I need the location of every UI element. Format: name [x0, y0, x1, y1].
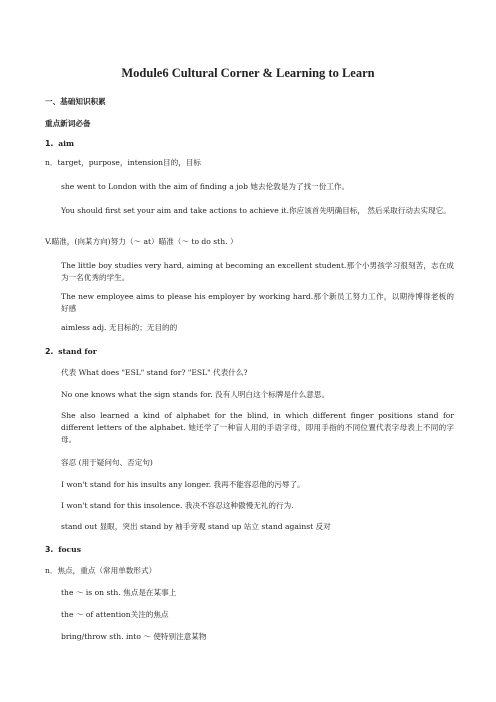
- word-entry-focus: [45, 544, 81, 556]
- word-headword: aim: [58, 139, 75, 148]
- word-headword: stand for: [58, 347, 97, 356]
- word-number: 3.: [45, 545, 54, 554]
- definition-line: n．target，purpose，intension目的，目标: [45, 158, 202, 167]
- section-heading-vocabulary: 重点新词必备: [45, 119, 91, 128]
- word-entry-stand-for: [45, 346, 97, 358]
- phrase-line: the ～ is on sth. 焦点是在某事上: [61, 588, 177, 597]
- word-entry-aim: [45, 138, 74, 150]
- page-title: Module6 Cultural Corner & Learning to Learn: [121, 66, 375, 80]
- definition-line: V.瞄准，(向某方向)努力（～ at）瞄准（～ to do sth. ）: [45, 237, 238, 246]
- example-sentence: I won't stand for his insults any longer. 我再不能容忍他的污辱了。: [61, 480, 305, 489]
- example-sentence: You should first set your aim and take actions to achieve it.你应该首先明确目标， 然后采取行动去实现它。: [61, 206, 451, 215]
- example-sentence: she went to London with the aim of finding a job 她去伦敦是为了找一份工作。: [61, 182, 350, 191]
- example-sentence: I won't stand for this insolence. 我决不容忍这种傲慢无礼的行为.: [61, 501, 294, 510]
- derivative-line: aimless adj. 无目标的；无目的的: [61, 323, 178, 332]
- phrase-list: stand out 显眼，突出 stand by 袖手旁观 stand up 站立 stand against 反对: [61, 522, 331, 531]
- definition-line: n．焦点，重点（常用单数形式）: [45, 566, 157, 575]
- definition-line: 代表 What does "ESL" stand for? "ESL" 代表什么?: [61, 368, 248, 377]
- example-sentence: No one knows what the sign stands for. 没有人明白这个标牌是什么意思。: [61, 390, 330, 399]
- word-number: 1.: [45, 139, 54, 148]
- example-sentence: She also learned a kind of alphabet for the blind, in which different finger positions stand for different letters of the alphabet. 她还学了一种盲人用的手语字母，即用手指的不同位置代表字母表上不同的字母。: [61, 411, 454, 444]
- word-headword: focus: [58, 545, 81, 554]
- example-sentence: The little boy studies very hard, aiming at becoming an excellent student.那个小男孩学习很刻苦，志在成为一名优秀的学生。: [61, 261, 454, 282]
- section-heading-basics: 一、基础知识积累: [45, 97, 106, 106]
- phrase-line: the ～ of attention关注的焦点: [61, 610, 169, 619]
- word-number: 2.: [45, 347, 54, 356]
- phrase-line: bring/throw sth. into ～ 使特别注意某物: [61, 632, 207, 641]
- example-sentence: The new employee aims to please his employer by working hard.那个新员工努力工作，以期待博得老板的好感: [61, 292, 454, 313]
- definition-line: 容忍 (用于疑问句、否定句): [61, 458, 153, 467]
